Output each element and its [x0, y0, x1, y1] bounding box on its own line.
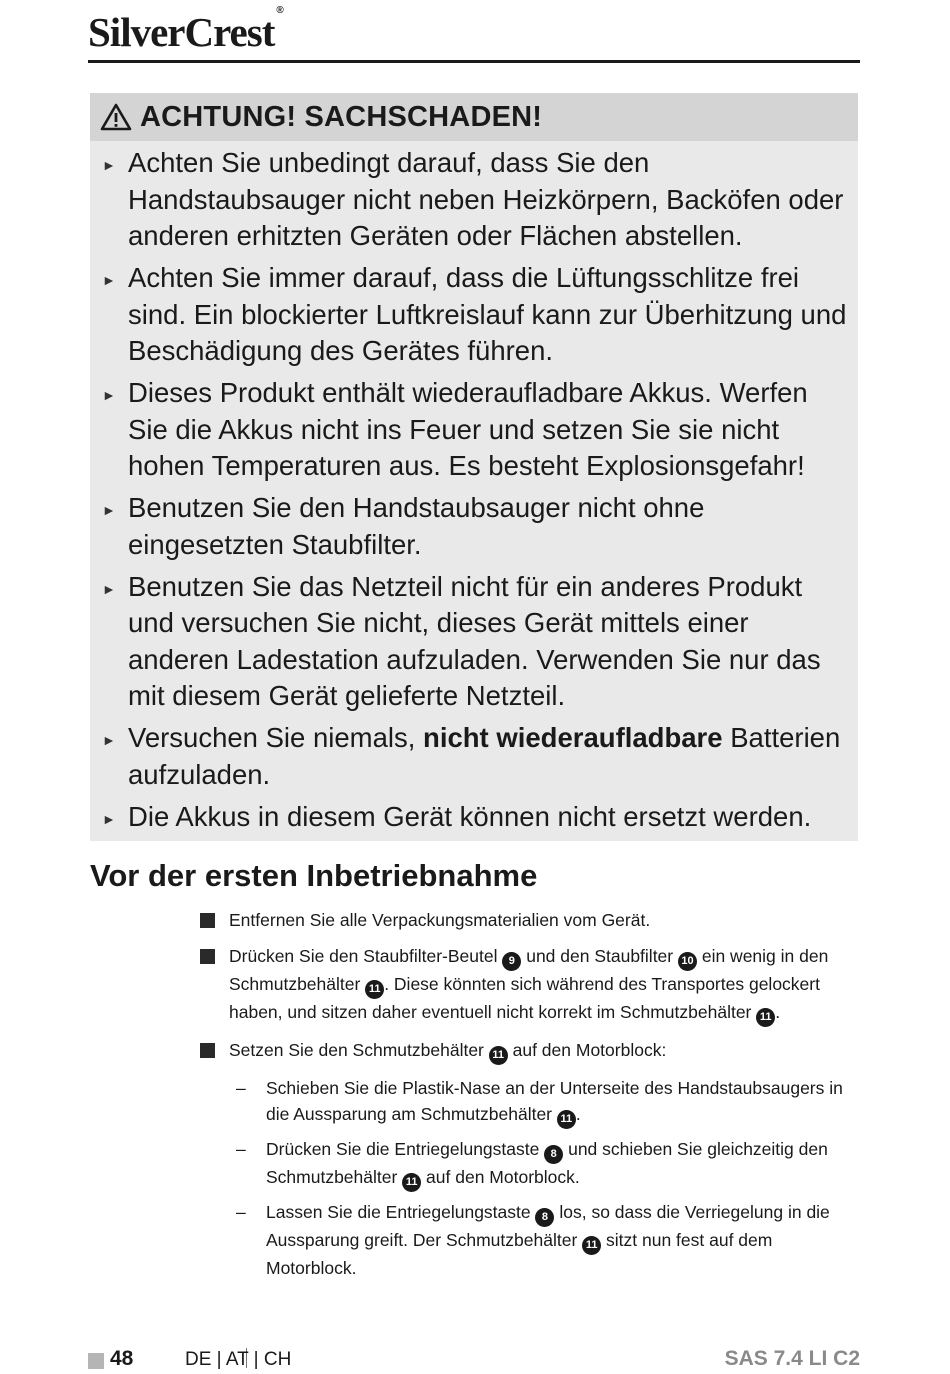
warning-item: ► Achten Sie unbedingt darauf, dass Sie den Handstaubsauger nicht neben Heizkörpern, Backöfen oder anderen erhitzten Geräten oder Flächen abstellen.	[102, 145, 848, 255]
warning-item: ► Dieses Produkt enthält wiederaufladbare Akkus. Werfen Sie die Akkus nicht ins Feuer und setzen Sie sie nicht hohen Temperaturen aus. Es besteht Explosionsgefahr!	[102, 375, 848, 485]
dash-marker: –	[236, 1078, 246, 1098]
language-codes: DE | AT | CH	[185, 1349, 292, 1370]
page-header	[88, 6, 860, 63]
part-number-badge: 11	[582, 1236, 601, 1255]
warning-item: ► Benutzen Sie den Handstaubsauger nicht ohne eingesetzten Staubfilter.	[102, 490, 848, 563]
steps-list	[198, 907, 858, 1288]
warning-title: ACHTUNG! SACHSCHADEN!	[140, 100, 543, 133]
arrow-bullet-icon: ►	[102, 810, 116, 827]
warning-item: ► Die Akkus in diesem Gerät können nicht ersetzt werden.	[102, 799, 848, 839]
step-text: Entfernen Sie alle Verpackungsmaterialien vom Gerät.	[229, 910, 651, 930]
part-number-badge: 11	[489, 1046, 508, 1065]
warning-list	[90, 141, 858, 839]
dash-marker: –	[236, 1139, 246, 1159]
arrow-bullet-icon: ►	[102, 580, 116, 597]
substep-text: Drücken Sie die Entriegelungstaste 8 und schieben Sie gleichzeitig den Schmutzbehälter 11 auf den Motorblock.	[266, 1136, 858, 1192]
arrow-bullet-icon: ►	[102, 732, 116, 748]
substep-text: Lassen Sie die Entriegelungstaste 8 los, so dass die Verriegelung in die Aussparung greift. Der Schmutzbehälter 11 sitzt nun fest auf dem Motorblock.	[266, 1202, 830, 1278]
arrow-bullet-icon: ►	[102, 387, 116, 403]
substep-item	[232, 1075, 858, 1129]
page-footer	[88, 1344, 860, 1374]
step-item	[198, 907, 858, 933]
arrow-bullet-icon: ►	[102, 272, 116, 288]
warning-item: ► Achten Sie immer darauf, dass die Lüftungsschlitze frei sind. Ein blockierter Luftkreislauf kann zur Überhitzung und Beschädigung des Gerätes führen.	[102, 260, 848, 370]
step-text: Drücken Sie den Staubfilter-Beutel 9 und den Staubfilter 10 ein wenig in den Schmutzbehälter 11 . Diese könnten sich während des Transportes gelockert haben, und sitzen daher eventuell nicht korrekt im Schmutzbehälter 11 .	[229, 943, 858, 1027]
step-text: Setzen Sie den Schmutzbehälter 11 auf den Motorblock:	[229, 1037, 858, 1065]
page-number: 48	[110, 1347, 134, 1370]
model-number: SAS 7.4 LI C2	[724, 1347, 860, 1370]
footer-square-icon	[88, 1353, 104, 1369]
warning-item: ► Benutzen Sie das Netzteil nicht für ein anderes Produkt und versuchen Sie nicht, dieses Gerät mittels einer anderen Ladestation aufzuladen. Verwenden Sie nur das mit diesem Gerät gelieferte Netzteil.	[102, 569, 848, 715]
step-item	[198, 1037, 858, 1065]
substep-item	[232, 1199, 858, 1281]
part-number-badge: 8	[544, 1145, 563, 1164]
warning-header	[90, 93, 858, 141]
substep-text: Schieben Sie die Plastik-Nase an der Unterseite des Handstaubsaugers in die Aussparung am Schmutzbehälter 11 .	[266, 1075, 858, 1129]
substep-item	[232, 1136, 858, 1192]
part-number-badge: 11	[402, 1173, 421, 1192]
part-number-badge: 8	[535, 1208, 554, 1227]
dash-marker: –	[236, 1202, 246, 1222]
arrow-bullet-icon: ►	[102, 157, 116, 173]
square-bullet-icon	[200, 913, 215, 928]
part-number-badge: 11	[756, 1008, 775, 1027]
part-number-badge: 11	[557, 1110, 576, 1129]
warning-triangle-icon	[100, 102, 132, 132]
warning-item: ► Versuchen Sie niemals, nicht wiederaufladbare Batterien aufzuladen.	[102, 720, 848, 793]
part-number-badge: 11	[365, 980, 384, 999]
arrow-bullet-icon: ►	[102, 502, 116, 518]
step-item	[198, 943, 858, 1027]
square-bullet-icon	[200, 949, 215, 964]
brand-logo: SilverCrest ®	[88, 5, 283, 55]
square-bullet-icon	[200, 1043, 215, 1058]
warning-box	[90, 93, 858, 841]
part-number-badge: 9	[502, 952, 521, 971]
part-number-badge: 10	[678, 952, 697, 971]
section-title: Vor der ersten Inbetriebnahme	[90, 858, 538, 893]
